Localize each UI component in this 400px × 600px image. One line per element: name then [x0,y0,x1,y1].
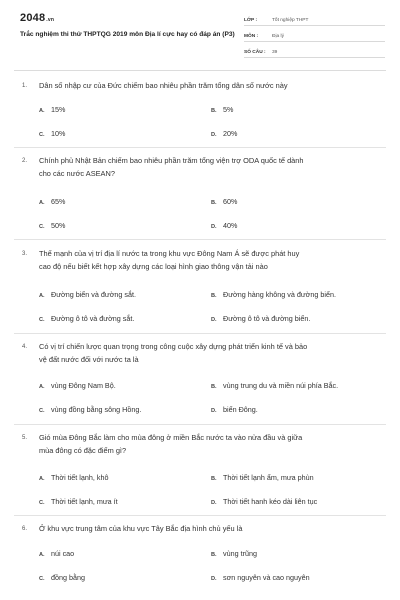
option-c[interactable] [39,405,209,416]
option-text: Đường biển và đường sắt. [51,290,136,299]
site-logo[interactable] [20,12,54,24]
option-letter: D. [211,408,217,414]
number-spacer [14,354,33,367]
option-text: sơn nguyên và cao nguyên [223,573,310,582]
option-b[interactable] [211,381,381,392]
logo-sub: .vn [46,17,55,23]
question-text: Dân số nhập cư của Đức chiếm bao nhiêu phần trăm tổng dân số nước này [39,81,288,90]
option-text: Đường ô tô và đường sắt. [51,314,135,323]
question-text-cont: mùa đông có đặc điểm gì? [39,445,127,455]
option-letter: D. [211,132,217,138]
option-text: Thời tiết lạnh, mưa ít [51,497,118,506]
question-separator [14,424,386,425]
option-letter: C. [39,500,45,506]
meta-label-class: LỚP : [244,18,258,23]
option-d[interactable] [211,573,381,584]
question-text-cont: cao độ nếu biết kết hợp xây dựng các loại hình giao thông vận tải nào [39,261,268,271]
question-separator [14,333,386,334]
question-text-cont: cho các nước ASEAN? [39,168,115,178]
number-spacer [14,168,33,181]
option-c[interactable] [39,221,209,232]
question-number: 3. [22,251,28,257]
option-text: 20% [223,129,238,138]
option-text: vùng trũng [223,549,257,558]
option-text: 60% [223,197,238,206]
question-text: Ở khu vực trung tâm của khu vực Tây Bắc địa hình chủ yếu là [39,524,243,533]
question-separator [14,147,386,148]
meta-value-class: Tốt nghiệp THPT [272,18,309,23]
option-letter: A. [39,108,45,114]
meta-row-class [244,13,385,26]
question-text-cont: vệ đất nước đối với nước ta là [39,354,139,364]
option-d[interactable] [211,314,381,325]
exam-title: Trắc nghiệm thi thử THPTQG 2019 môn Địa lí cực hay có đáp án (P3) [20,31,235,38]
option-d[interactable] [211,497,381,508]
option-a[interactable] [39,381,209,392]
option-text: biển Đông. [223,405,258,414]
option-text: Đường ô tô và đường biển. [223,314,311,323]
option-text: 5% [223,105,234,114]
option-text: 15% [51,105,66,114]
option-text: 65% [51,197,66,206]
meta-value-count: 39 [272,50,278,55]
question-number: 4. [22,344,28,350]
number-spacer [14,445,33,458]
question-text: Gió mùa Đông Bắc làm cho mùa đông ở miền Bắc nước ta vào nửa đầu và giữa [39,433,303,442]
meta-row-subject [244,29,385,42]
option-d[interactable] [211,129,381,140]
question-text: Thế mạnh của vị trí địa lí nước ta trong khu vực Đông Nam Á sẽ được phát huy [39,249,300,258]
option-a[interactable] [39,290,209,301]
question-separator [14,239,386,240]
option-d[interactable] [211,221,381,232]
option-text: 10% [51,129,66,138]
option-letter: B. [211,552,217,558]
option-text: vùng đồng bằng sông Hồng. [51,405,142,414]
meta-value-subject: Địa lý [272,34,284,39]
option-letter: B. [211,384,217,390]
question-number: 5. [22,435,28,441]
option-c[interactable] [39,129,209,140]
option-a[interactable] [39,549,209,560]
option-text: 50% [51,221,66,230]
option-a[interactable] [39,105,209,116]
logo-main: 2048 [20,12,46,24]
option-letter: B. [211,108,217,114]
option-text: Đường hàng không và đường biển. [223,290,336,299]
option-letter: B. [211,200,217,206]
option-b[interactable] [211,549,381,560]
question-1 [14,80,386,93]
option-letter: A. [39,552,45,558]
question-number: 2. [22,158,28,164]
meta-label-count: SỐ CÂU : [244,50,266,55]
option-text: Thời tiết hanh kéo dài liên tục [223,497,318,506]
option-letter: B. [211,476,217,482]
question-3 [14,248,386,273]
option-letter: C. [39,408,45,414]
option-letter: A. [39,200,45,206]
option-text: 40% [223,221,238,230]
option-letter: B. [211,293,217,299]
option-b[interactable] [211,105,381,116]
option-d[interactable] [211,405,381,416]
option-letter: C. [39,317,45,323]
question-6 [14,523,386,536]
option-text: núi cao [51,549,75,558]
question-separator [14,515,386,516]
option-letter: C. [39,132,45,138]
option-text: vùng Đông Nam Bộ. [51,381,116,390]
number-spacer [14,261,33,274]
option-a[interactable] [39,473,209,484]
option-text: Thời tiết lạnh, khô [51,473,109,482]
option-letter: A. [39,384,45,390]
option-letter: D. [211,500,217,506]
option-text: đồng bằng [51,573,85,582]
header-divider [14,70,386,71]
option-text: vùng trung du và miền núi phía Bắc. [223,381,339,390]
question-4 [14,341,386,366]
option-b[interactable] [211,473,381,484]
option-text: Thời tiết lạnh ẩm, mưa phùn [223,473,314,482]
option-c[interactable] [39,573,209,584]
option-c[interactable] [39,497,209,508]
meta-label-subject: MÔN : [244,34,259,39]
option-letter: D. [211,317,217,323]
option-letter: A. [39,293,45,299]
option-a[interactable] [39,197,209,208]
option-letter: A. [39,476,45,482]
option-letter: C. [39,224,45,230]
option-letter: D. [211,576,217,582]
question-number: 1. [22,83,28,89]
exam-meta [244,13,385,61]
option-letter: C. [39,576,45,582]
option-b[interactable] [211,197,381,208]
meta-row-count [244,45,385,58]
question-text: Có vị trí chiến lược quan trọng trong công cuộc xây dựng phát triển kinh tế và bảo [39,342,308,351]
option-c[interactable] [39,314,209,325]
question-2 [14,155,386,180]
question-number: 6. [22,526,28,532]
question-text: Chính phủ Nhật Bản chiếm bao nhiêu phần trăm tổng viện trợ ODA quốc tế dành [39,156,304,165]
exam-header [20,12,385,60]
option-b[interactable] [211,290,381,301]
option-letter: D. [211,224,217,230]
question-5 [14,432,386,457]
